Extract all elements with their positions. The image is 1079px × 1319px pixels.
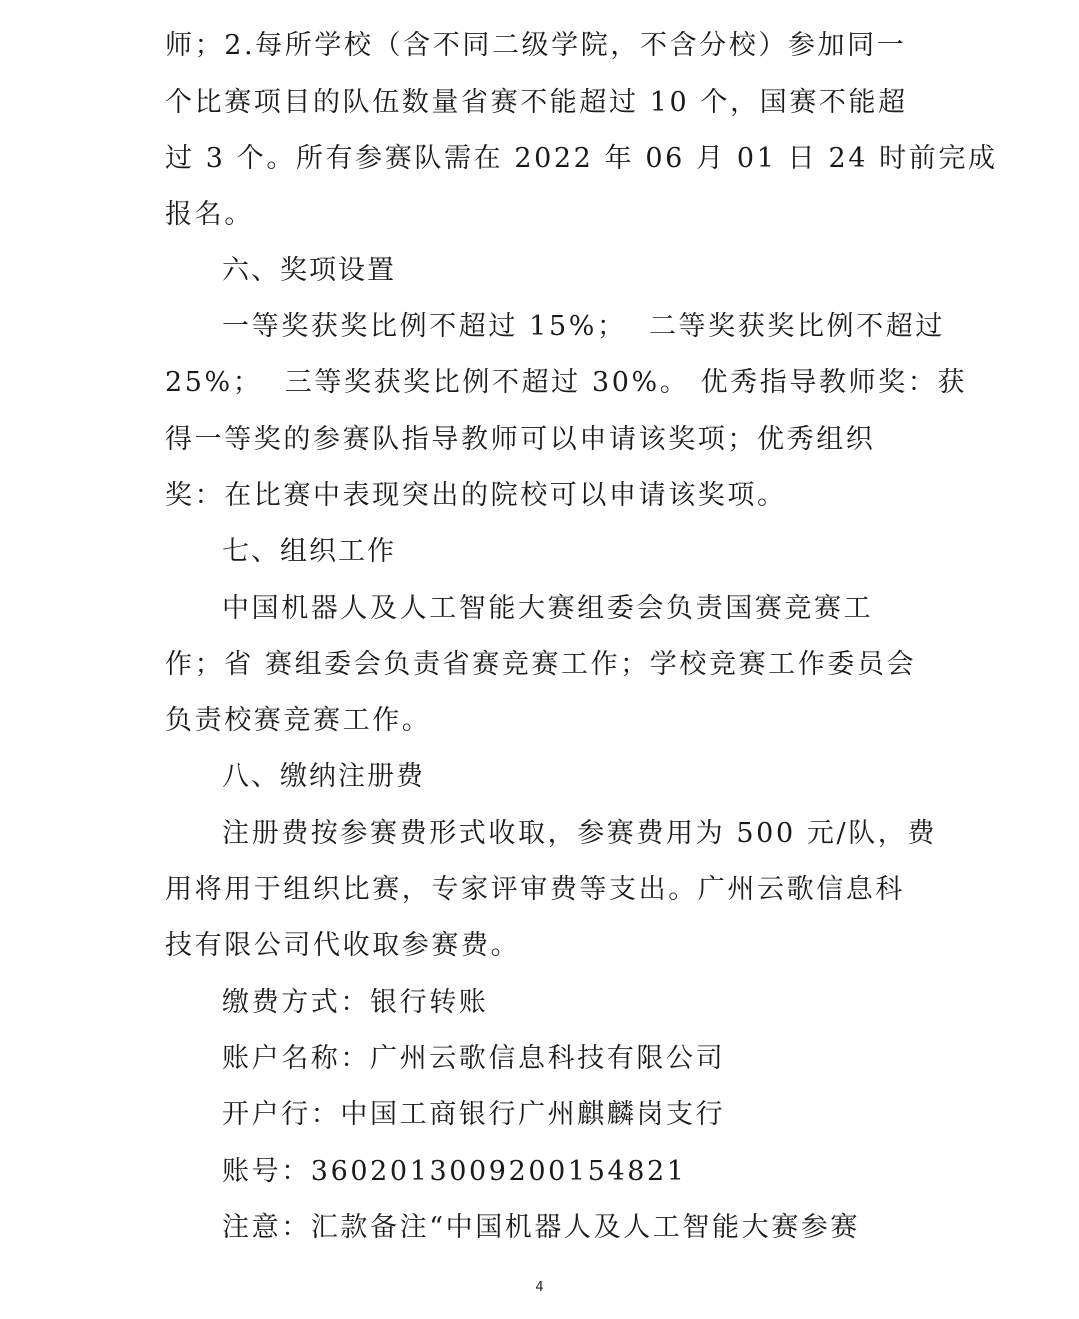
paragraph-line: 注册费按参赛费形式收取，参赛费用为 500 元/队，费 bbox=[222, 818, 937, 849]
paragraph-line: 用将用于组织比赛，专家评审费等支出。广州云歌信息科 bbox=[165, 874, 905, 905]
paragraph-line: 得一等奖的参赛队指导教师可以申请该奖项；优秀组织 bbox=[165, 424, 876, 455]
page-number: 4 bbox=[535, 1280, 544, 1295]
paragraph-line: 报名。 bbox=[165, 199, 254, 230]
paragraph-line: 一等奖获奖比例不超过 15%； 二等奖获奖比例不超过 bbox=[222, 311, 945, 342]
paragraph-line: 师；2.每所学校（含不同二级学院，不含分校）参加同一 bbox=[165, 30, 907, 61]
bank-branch: 开户行：中国工商银行广州麒麟岗支行 bbox=[222, 1099, 726, 1130]
paragraph-line: 25%； 三等奖获奖比例不超过 30%。 优秀指导教师奖：获 bbox=[165, 367, 967, 398]
paragraph-line: 个比赛项目的队伍数量省赛不能超过 10 个，国赛不能超 bbox=[165, 87, 908, 118]
section-heading-awards: 六、奖项设置 bbox=[222, 255, 396, 286]
paragraph-line: 技有限公司代收取参赛费。 bbox=[165, 930, 521, 961]
paragraph-line: 奖：在比赛中表现突出的院校可以申请该奖项。 bbox=[165, 480, 787, 511]
account-number: 账号：3602013009200154821 bbox=[222, 1156, 687, 1187]
paragraph-line: 过 3 个。所有参赛队需在 2022 年 06 月 01 日 24 时前完成 bbox=[165, 143, 998, 174]
remittance-note: 注意：汇款备注“中国机器人及人工智能大赛参赛 bbox=[222, 1212, 861, 1243]
section-heading-registration-fee: 八、缴纳注册费 bbox=[222, 761, 425, 792]
paragraph-line: 负责校赛竞赛工作。 bbox=[165, 705, 432, 736]
payment-method: 缴费方式：银行转账 bbox=[222, 987, 489, 1018]
section-heading-organization: 七、组织工作 bbox=[222, 536, 396, 567]
paragraph-line: 作；省 赛组委会负责省赛竞赛工作；学校竞赛工作委员会 bbox=[165, 649, 917, 680]
paragraph-line: 中国机器人及人工智能大赛组委会负责国赛竞赛工 bbox=[222, 593, 874, 624]
account-name: 账户名称：广州云歌信息科技有限公司 bbox=[222, 1043, 726, 1074]
